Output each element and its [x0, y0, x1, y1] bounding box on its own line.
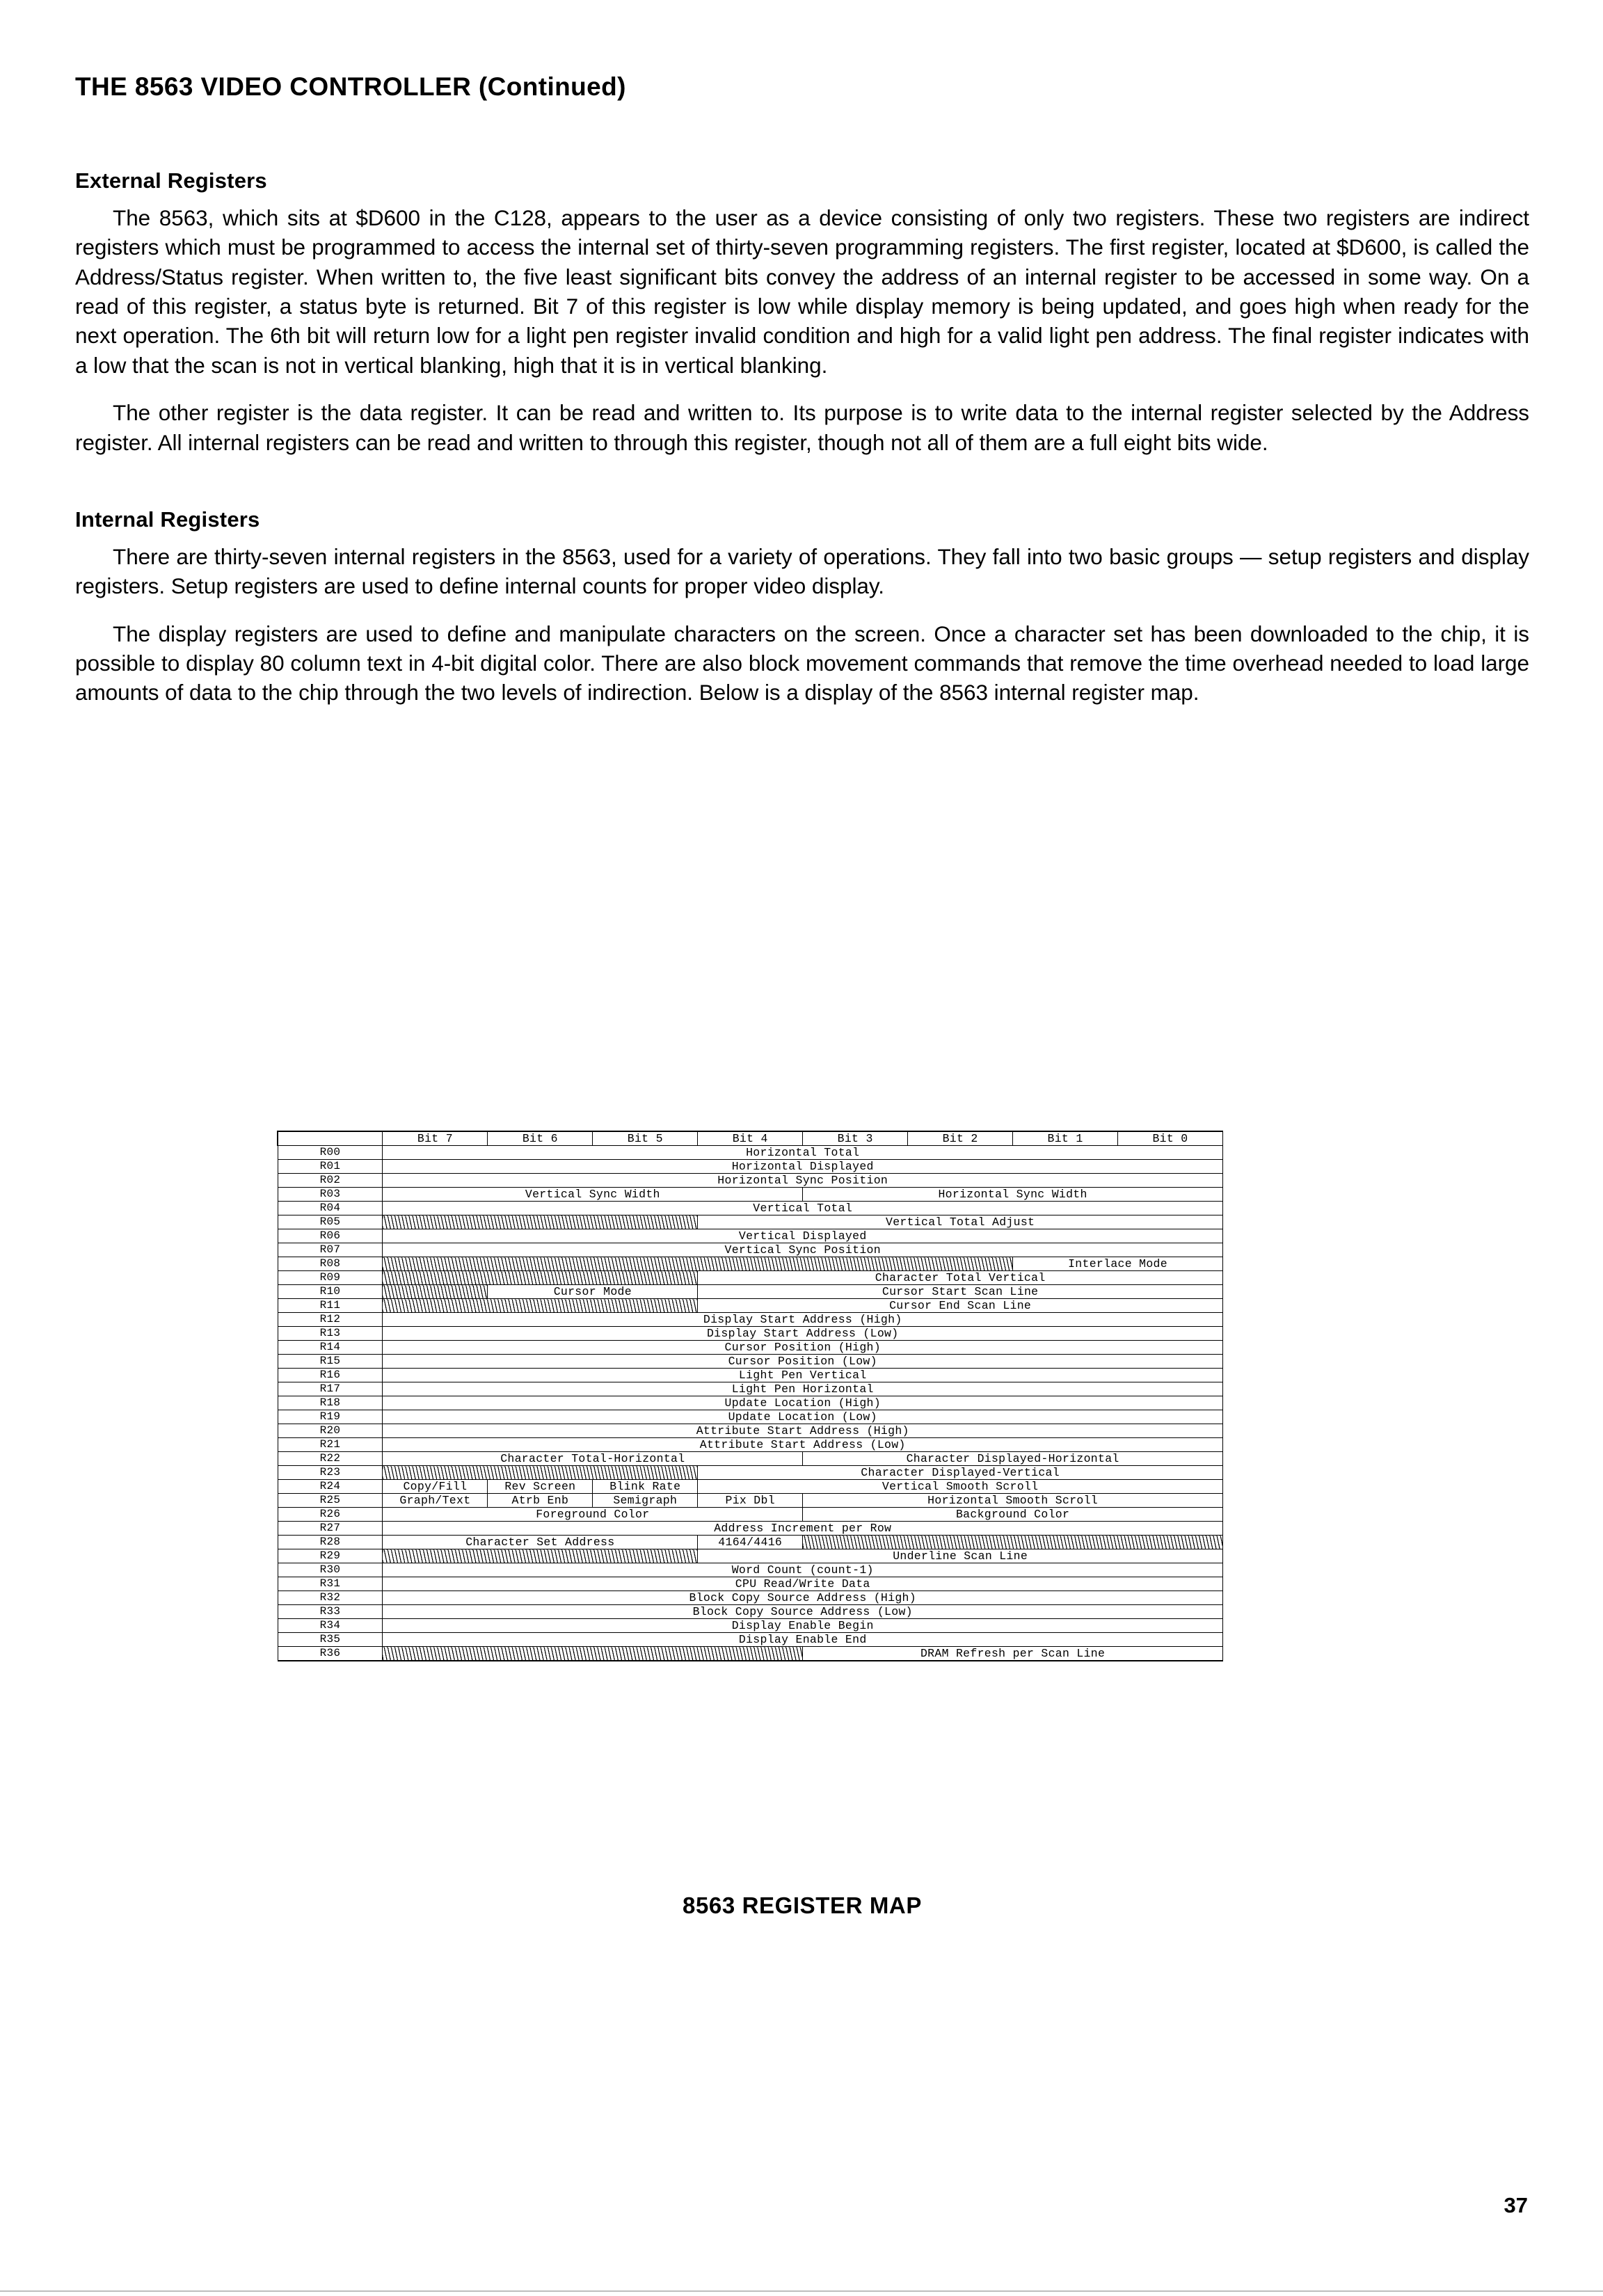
register-label: R18: [278, 1396, 383, 1410]
register-label: R25: [278, 1494, 383, 1508]
register-label: R11: [278, 1299, 383, 1313]
register-label: R29: [278, 1549, 383, 1563]
table-row: [278, 1466, 1223, 1480]
register-label: R09: [278, 1271, 383, 1285]
register-label: R32: [278, 1591, 383, 1605]
figure-caption: 8563 REGISTER MAP: [683, 1892, 922, 1918]
table-row: [278, 1633, 1223, 1647]
register-label: R26: [278, 1508, 383, 1522]
register-label: R15: [278, 1355, 383, 1369]
register-label: R31: [278, 1577, 383, 1591]
register-field: Copy/Fill: [383, 1480, 488, 1494]
table-row: [278, 1522, 1223, 1536]
register-label: R08: [278, 1257, 383, 1271]
table-row: [278, 1619, 1223, 1633]
register-field: Atrb Enb: [488, 1494, 593, 1508]
table-row: [278, 1508, 1223, 1522]
register-field-unused: [383, 1285, 488, 1299]
table-row: [278, 1327, 1223, 1341]
register-field: Display Start Address (Low): [383, 1327, 1223, 1341]
register-field: Cursor Mode: [488, 1285, 698, 1299]
register-label: R04: [278, 1202, 383, 1215]
register-label: R10: [278, 1285, 383, 1299]
paragraph-internal-1: There are thirty-seven internal registers in the 8563, used for a variety of operations. They fall into two basic groups — setup registers and display registers. Setup registers are used to define internal counts for proper video display.: [75, 543, 1529, 599]
header-corner-cell: [278, 1131, 383, 1146]
column-header-bit2: Bit 2: [908, 1131, 1013, 1146]
column-header-bit3: Bit 3: [803, 1131, 908, 1146]
column-header-bit1: Bit 1: [1013, 1131, 1118, 1146]
table-row: [278, 1188, 1223, 1202]
table-row: [278, 1536, 1223, 1549]
register-label: R05: [278, 1215, 383, 1229]
register-field-unused: [383, 1271, 698, 1285]
table-row: [278, 1355, 1223, 1369]
table-row: [278, 1243, 1223, 1257]
table-row: [278, 1605, 1223, 1619]
page-title: THE 8563 VIDEO CONTROLLER (Continued): [75, 72, 626, 101]
table-row: [278, 1299, 1223, 1313]
register-field: Horizontal Total: [383, 1146, 1223, 1160]
register-field: Block Copy Source Address (High): [383, 1591, 1223, 1605]
register-label: R35: [278, 1633, 383, 1647]
register-field: Graph/Text: [383, 1494, 488, 1508]
register-field: Vertical Sync Position: [383, 1243, 1223, 1257]
table-row: [278, 1369, 1223, 1382]
register-field-unused: [383, 1549, 698, 1563]
table-row: [278, 1494, 1223, 1508]
register-label: R02: [278, 1174, 383, 1188]
register-field: Vertical Smooth Scroll: [698, 1480, 1223, 1494]
table-row: [278, 1215, 1223, 1229]
register-field: Cursor End Scan Line: [698, 1299, 1223, 1313]
register-label: R16: [278, 1369, 383, 1382]
column-header-bit5: Bit 5: [593, 1131, 698, 1146]
register-field-unused: [383, 1466, 698, 1480]
table-row: [278, 1410, 1223, 1424]
column-header-bit7: Bit 7: [383, 1131, 488, 1146]
register-field: Pix Dbl: [698, 1494, 803, 1508]
register-label: R14: [278, 1341, 383, 1355]
table-row: [278, 1257, 1223, 1271]
register-field: Semigraph: [593, 1494, 698, 1508]
register-field: Vertical Sync Width: [383, 1188, 803, 1202]
register-field: Display Enable End: [383, 1633, 1223, 1647]
page-bottom-rule: [0, 2290, 1603, 2292]
register-map-header: [278, 1131, 1223, 1146]
register-field: Block Copy Source Address (Low): [383, 1605, 1223, 1619]
register-label: R12: [278, 1313, 383, 1327]
table-row: [278, 1647, 1223, 1661]
register-label: R21: [278, 1438, 383, 1452]
table-row: [278, 1452, 1223, 1466]
register-field: Blink Rate: [593, 1480, 698, 1494]
table-row: [278, 1271, 1223, 1285]
table-row: [278, 1341, 1223, 1355]
table-row: [278, 1549, 1223, 1563]
register-field: Cursor Start Scan Line: [698, 1285, 1223, 1299]
table-row: [278, 1424, 1223, 1438]
register-label: R22: [278, 1452, 383, 1466]
register-field: Horizontal Smooth Scroll: [803, 1494, 1223, 1508]
register-label: R24: [278, 1480, 383, 1494]
register-map-body: [278, 1146, 1223, 1661]
table-row: [278, 1382, 1223, 1396]
register-field: Vertical Displayed: [383, 1229, 1223, 1243]
page-content: [75, 72, 1529, 708]
section-heading-internal-registers: Internal Registers: [75, 507, 260, 532]
register-label: R17: [278, 1382, 383, 1396]
register-label: R27: [278, 1522, 383, 1536]
table-row: [278, 1146, 1223, 1160]
register-field: Horizontal Sync Position: [383, 1174, 1223, 1188]
table-row: [278, 1591, 1223, 1605]
register-field: Update Location (High): [383, 1396, 1223, 1410]
register-field: Background Color: [803, 1508, 1223, 1522]
table-row: [278, 1202, 1223, 1215]
register-field: DRAM Refresh per Scan Line: [803, 1647, 1223, 1661]
register-field: Horizontal Displayed: [383, 1160, 1223, 1174]
table-row: [278, 1160, 1223, 1174]
register-label: R30: [278, 1563, 383, 1577]
paragraph-internal-2: The display registers are used to define and manipulate characters on the screen. Once a character set has been downloaded to the chip, it is possible to display 80 column text in 4-bit digital color. There are also block movement commands that remove the time overhead needed to load large amounts of data to the chip through the two levels of indirection. Below is a display of the 8563 internal register map.: [75, 621, 1529, 705]
register-field-unused: [383, 1257, 1013, 1271]
register-label: R06: [278, 1229, 383, 1243]
register-field: Address Increment per Row: [383, 1522, 1223, 1536]
register-label: R13: [278, 1327, 383, 1341]
register-label: R00: [278, 1146, 383, 1160]
register-field: Word Count (count-1): [383, 1563, 1223, 1577]
register-field: Underline Scan Line: [698, 1549, 1223, 1563]
register-field: Character Total Vertical: [698, 1271, 1223, 1285]
register-field-unused: [383, 1215, 698, 1229]
register-label: R33: [278, 1605, 383, 1619]
register-label: R34: [278, 1619, 383, 1633]
table-row: [278, 1229, 1223, 1243]
table-row: [278, 1577, 1223, 1591]
register-field: Light Pen Vertical: [383, 1369, 1223, 1382]
register-field: Foreground Color: [383, 1508, 803, 1522]
register-field: Light Pen Horizontal: [383, 1382, 1223, 1396]
register-field: Attribute Start Address (High): [383, 1424, 1223, 1438]
table-row: [278, 1438, 1223, 1452]
register-field: Cursor Position (Low): [383, 1355, 1223, 1369]
column-header-bit0: Bit 0: [1118, 1131, 1223, 1146]
register-label: R19: [278, 1410, 383, 1424]
register-label: R03: [278, 1188, 383, 1202]
register-label: R28: [278, 1536, 383, 1549]
table-row: [278, 1480, 1223, 1494]
section-heading-external-registers: External Registers: [75, 168, 267, 193]
register-field: Attribute Start Address (Low): [383, 1438, 1223, 1452]
register-field: Character Displayed-Vertical: [698, 1466, 1223, 1480]
register-field: Display Start Address (High): [383, 1313, 1223, 1327]
register-field: Character Total-Horizontal: [383, 1452, 803, 1466]
table-row: [278, 1313, 1223, 1327]
table-row: [278, 1563, 1223, 1577]
register-field-unused: [383, 1299, 698, 1313]
register-map-table: [277, 1131, 1223, 1661]
table-row: [278, 1174, 1223, 1188]
register-field: Display Enable Begin: [383, 1619, 1223, 1633]
paragraph-external-1: The 8563, which sits at $D600 in the C128, appears to the user as a device consisting of only two registers. These two registers are indirect registers which must be programmed to access the internal set of thirty-seven programming registers. The first register, located at $D600, is called the Address/Status register. When written to, the five least significant bits convey the address of an internal register to be accessed in some way. On a read of this register, a status byte is returned. Bit 7 of this register is low while display memory is being updated, and goes high when ready for the next operation. The 6th bit will return low for a light pen register invalid condition and high for a valid light pen address. The final register indicates with a low that the scan is not in vertical blanking, high that it is in vertical blanking.: [75, 205, 1529, 378]
register-field: Character Displayed-Horizontal: [803, 1452, 1223, 1466]
table-header-row: [278, 1131, 1223, 1146]
table-row: [278, 1285, 1223, 1299]
register-field-unused: [803, 1536, 1223, 1549]
register-field: Interlace Mode: [1013, 1257, 1223, 1271]
paragraph-external-2: The other register is the data register. It can be read and written to. Its purpose is to write data to the internal register selected by the Address register. All internal registers can be read and written to through this register, though not all of them are a full eight bits wide.: [75, 400, 1529, 455]
register-field: 4164/4416: [698, 1536, 803, 1549]
register-field: Vertical Total Adjust: [698, 1215, 1223, 1229]
column-header-bit6: Bit 6: [488, 1131, 593, 1146]
register-label: R01: [278, 1160, 383, 1174]
register-field: Horizontal Sync Width: [803, 1188, 1223, 1202]
register-label: R23: [278, 1466, 383, 1480]
register-label: R36: [278, 1647, 383, 1661]
register-field: Character Set Address: [383, 1536, 698, 1549]
register-map-figure: [277, 1131, 1223, 1661]
register-field: Cursor Position (High): [383, 1341, 1223, 1355]
page-number: 37: [1504, 2193, 1528, 2217]
register-field: Rev Screen: [488, 1480, 593, 1494]
register-label: R20: [278, 1424, 383, 1438]
table-row: [278, 1396, 1223, 1410]
column-header-bit4: Bit 4: [698, 1131, 803, 1146]
register-field: Vertical Total: [383, 1202, 1223, 1215]
register-label: R07: [278, 1243, 383, 1257]
register-field-unused: [383, 1647, 803, 1661]
register-field: Update Location (Low): [383, 1410, 1223, 1424]
register-field: CPU Read/Write Data: [383, 1577, 1223, 1591]
